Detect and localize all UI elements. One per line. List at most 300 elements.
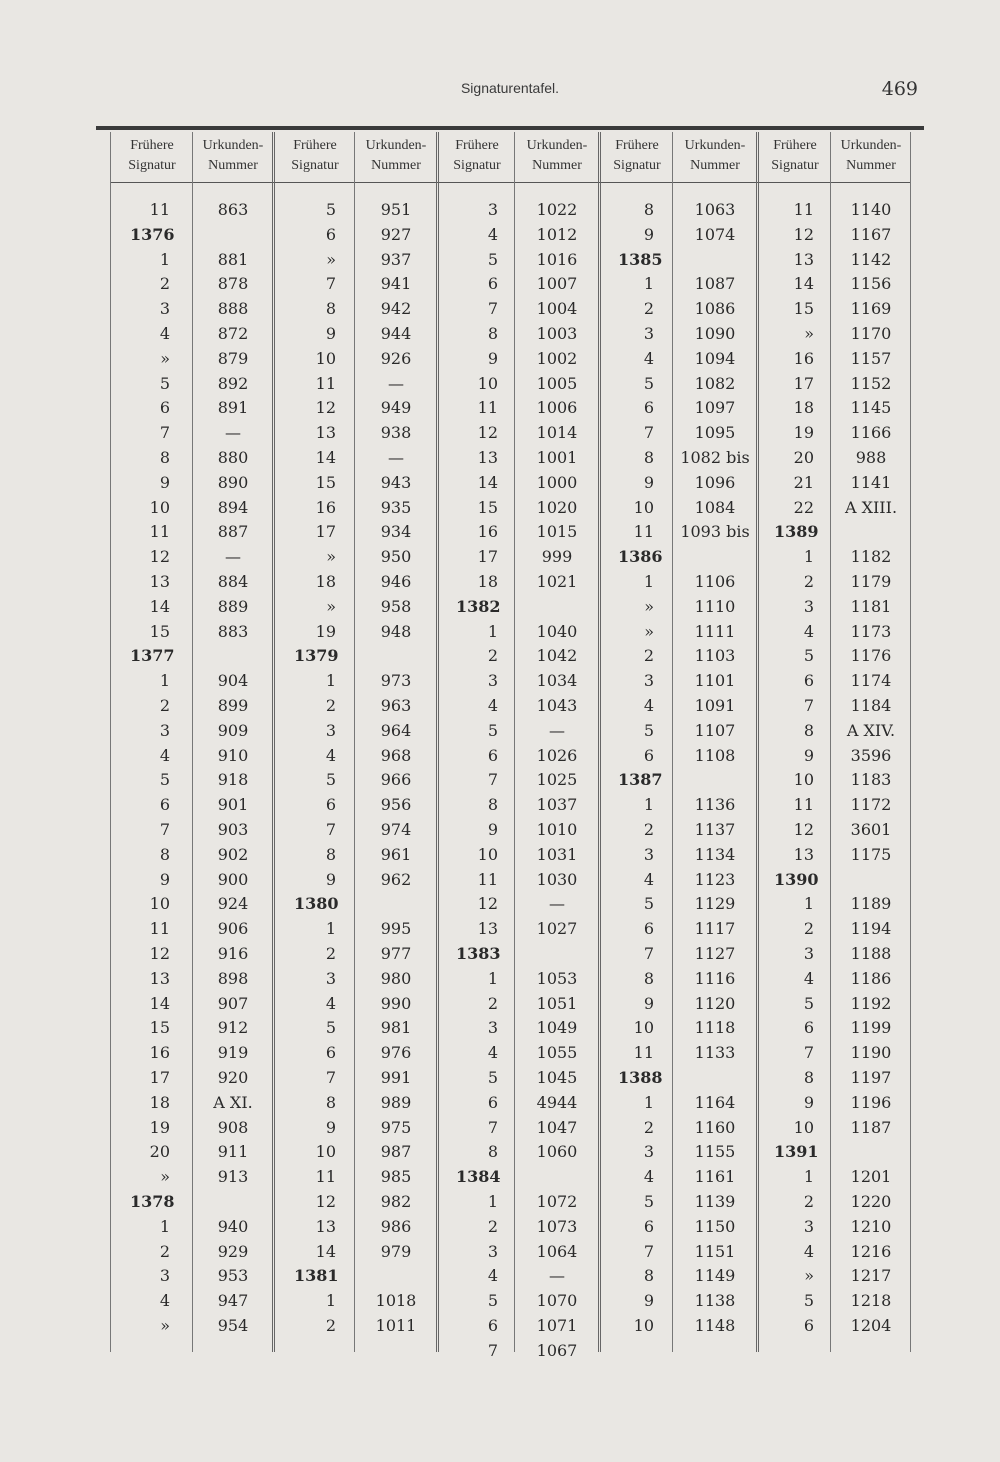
former-signature: 1 xyxy=(325,671,336,691)
document-number: — xyxy=(225,547,241,567)
former-signature: 8 xyxy=(643,1266,654,1286)
former-signature: 6 xyxy=(803,671,814,691)
document-number: 1003 xyxy=(536,324,578,343)
document-number: 872 xyxy=(217,324,249,343)
former-signature: 4 xyxy=(487,1266,498,1286)
former-signature: 6 xyxy=(487,274,498,294)
column-rule xyxy=(272,132,275,1352)
document-number: 894 xyxy=(217,497,249,517)
document-number: 1014 xyxy=(536,423,578,443)
document-number: 1027 xyxy=(536,919,578,939)
document-number: 924 xyxy=(217,894,249,914)
document-number: 927 xyxy=(380,224,412,244)
former-signature: 9 xyxy=(643,224,654,244)
former-signature: 9 xyxy=(325,324,336,343)
former-signature: 11 xyxy=(477,869,498,889)
document-number: 1134 xyxy=(694,844,736,864)
document-number: 1093 bis xyxy=(680,522,750,542)
former-signature: 10 xyxy=(149,894,170,914)
former-signature: 10 xyxy=(633,1018,654,1038)
former-signature: 5 xyxy=(325,200,336,219)
former-signature: 16 xyxy=(149,1043,170,1063)
former-signature: 5 xyxy=(803,993,814,1013)
former-signature: 8 xyxy=(159,844,170,864)
former-signature: 7 xyxy=(159,820,170,839)
former-signature: 15 xyxy=(793,299,814,319)
column-rule xyxy=(598,132,601,1352)
document-number: 1145 xyxy=(850,398,892,418)
former-signature: 7 xyxy=(487,299,498,319)
former-signature: 16 xyxy=(477,522,498,542)
document-number: 1199 xyxy=(850,1018,892,1038)
former-signature: 8 xyxy=(325,299,336,319)
former-signature: 6 xyxy=(325,795,336,815)
former-signature: 9 xyxy=(159,869,170,889)
document-number: 961 xyxy=(380,844,412,864)
former-signature: 5 xyxy=(487,1291,498,1311)
document-number: 904 xyxy=(217,671,249,691)
former-signature: 2 xyxy=(487,646,498,666)
document-number: 1176 xyxy=(850,646,892,666)
document-number: 937 xyxy=(380,249,412,269)
former-signature: 8 xyxy=(803,720,814,740)
document-number: 1000 xyxy=(536,472,578,492)
former-signature: » xyxy=(160,1167,170,1187)
header-rule xyxy=(110,182,910,183)
former-signature: 19 xyxy=(793,423,814,443)
document-number: 1006 xyxy=(536,398,578,418)
document-number: 1220 xyxy=(850,1192,892,1211)
document-number: 920 xyxy=(217,1068,249,1087)
document-number: 889 xyxy=(217,596,249,616)
document-number: 940 xyxy=(217,1216,249,1236)
document-number: 1184 xyxy=(850,696,892,715)
year-heading: 1386 xyxy=(618,547,663,567)
document-number: 1117 xyxy=(694,919,736,939)
document-number: 903 xyxy=(217,820,249,839)
former-signature: 4 xyxy=(325,745,336,765)
document-number: 948 xyxy=(380,621,412,641)
former-signature: 3 xyxy=(487,200,498,219)
former-signature: 2 xyxy=(159,696,170,715)
former-signature: 13 xyxy=(315,423,336,443)
former-signature: 7 xyxy=(643,1241,654,1261)
document-number: 1086 xyxy=(694,299,736,319)
former-signature: 20 xyxy=(149,1142,170,1162)
former-signature: 4 xyxy=(643,1167,654,1187)
column-rule xyxy=(672,132,673,1352)
former-signature: 3 xyxy=(643,844,654,864)
former-signature: 1 xyxy=(643,1092,654,1112)
document-number: 1097 xyxy=(694,398,736,418)
column-header: Frühere Signatur xyxy=(453,138,501,173)
former-signature: 9 xyxy=(487,820,498,839)
former-signature: 2 xyxy=(325,1316,336,1335)
document-number: 1137 xyxy=(694,820,736,839)
document-number: 880 xyxy=(217,448,249,467)
document-number: 1142 xyxy=(850,249,892,269)
former-signature: 8 xyxy=(803,1068,814,1087)
document-number: 1025 xyxy=(536,770,578,790)
document-number: A XIII. xyxy=(844,497,898,517)
former-signature: 1 xyxy=(803,1167,814,1187)
column-rule xyxy=(192,132,193,1352)
document-number: 944 xyxy=(380,324,412,343)
document-number: 1156 xyxy=(850,274,892,294)
former-signature: 3 xyxy=(159,720,170,740)
document-number: 929 xyxy=(217,1241,249,1261)
column-header: Urkunden- Nummer xyxy=(684,138,746,173)
table-top-rule xyxy=(96,126,924,130)
document-number: 1040 xyxy=(536,621,578,641)
document-number: 1123 xyxy=(694,869,736,889)
document-number: 1139 xyxy=(694,1192,736,1211)
former-signature: 12 xyxy=(477,894,498,914)
document-number: 991 xyxy=(380,1068,412,1087)
former-signature: 22 xyxy=(793,497,814,517)
document-number: 879 xyxy=(217,348,249,368)
document-number: 909 xyxy=(217,720,249,740)
former-signature: 5 xyxy=(325,1018,336,1038)
former-signature: 1 xyxy=(643,572,654,591)
document-number: 950 xyxy=(380,547,412,567)
document-number: 901 xyxy=(217,795,249,815)
year-heading: 1379 xyxy=(294,646,339,666)
document-number: 890 xyxy=(217,472,249,492)
column-header: Frühere Signatur xyxy=(291,138,339,173)
document-number: 1001 xyxy=(536,448,578,467)
document-number: 906 xyxy=(217,919,249,939)
former-signature: 6 xyxy=(325,1043,336,1063)
former-signature: 12 xyxy=(149,547,170,567)
document-number: 1018 xyxy=(375,1291,417,1311)
former-signature: » xyxy=(804,1266,814,1286)
document-number: 954 xyxy=(217,1316,249,1335)
document-number: 1053 xyxy=(536,968,578,988)
former-signature: 10 xyxy=(633,497,654,517)
former-signature: 3 xyxy=(487,1241,498,1261)
document-number: 891 xyxy=(217,398,249,418)
document-number: 1188 xyxy=(850,944,892,963)
former-signature: 7 xyxy=(803,696,814,715)
former-signature: 10 xyxy=(633,1316,654,1335)
former-signature: 10 xyxy=(315,348,336,368)
document-number: 1010 xyxy=(536,820,578,839)
former-signature: 8 xyxy=(643,200,654,219)
former-signature: 6 xyxy=(325,224,336,244)
former-signature: 12 xyxy=(315,1192,336,1211)
former-signature: 18 xyxy=(315,572,336,591)
document-number: 968 xyxy=(380,745,412,765)
former-signature: 8 xyxy=(487,324,498,343)
document-number: 1071 xyxy=(536,1316,578,1335)
former-signature: 9 xyxy=(803,1092,814,1112)
former-signature: 16 xyxy=(793,348,814,368)
document-number: 1127 xyxy=(694,944,736,963)
former-signature: 3 xyxy=(803,1216,814,1236)
former-signature: 9 xyxy=(325,1117,336,1137)
document-number: 1007 xyxy=(536,274,578,294)
former-signature: 7 xyxy=(325,1068,336,1087)
document-number: 1026 xyxy=(536,745,578,765)
former-signature: 4 xyxy=(487,696,498,715)
former-signature: 11 xyxy=(477,398,498,418)
document-number: 1189 xyxy=(850,894,892,914)
document-number: 982 xyxy=(380,1192,412,1211)
former-signature: 10 xyxy=(793,770,814,790)
document-number: 863 xyxy=(217,200,249,219)
document-number: 966 xyxy=(380,770,412,790)
column-rule xyxy=(436,132,439,1352)
column-rule xyxy=(110,132,111,1352)
document-number: 1160 xyxy=(694,1117,736,1137)
former-signature: 5 xyxy=(487,1068,498,1087)
column-header: Urkunden- Nummer xyxy=(526,138,588,173)
document-number: 1183 xyxy=(850,770,892,790)
former-signature: 4 xyxy=(159,1291,170,1311)
document-number: 1082 xyxy=(694,373,736,393)
former-signature: 20 xyxy=(793,448,814,467)
year-heading: 1384 xyxy=(456,1167,501,1187)
document-number: 986 xyxy=(380,1216,412,1236)
former-signature: 7 xyxy=(159,423,170,443)
document-number: 1011 xyxy=(375,1316,417,1335)
former-signature: 1 xyxy=(159,1216,170,1236)
former-signature: 9 xyxy=(159,472,170,492)
former-signature: 9 xyxy=(643,472,654,492)
former-signature: 1 xyxy=(803,894,814,914)
former-signature: 4 xyxy=(803,968,814,988)
document-number: 985 xyxy=(380,1167,412,1187)
former-signature: 2 xyxy=(803,1192,814,1211)
former-signature: 1 xyxy=(325,919,336,939)
document-number: 1210 xyxy=(850,1216,892,1236)
document-number: 975 xyxy=(380,1117,412,1137)
former-signature: 14 xyxy=(149,596,170,616)
former-signature: 1 xyxy=(643,274,654,294)
former-signature: 18 xyxy=(477,572,498,591)
former-signature: 1 xyxy=(159,249,170,269)
document-number: 913 xyxy=(217,1167,249,1187)
document-number: 1155 xyxy=(694,1142,736,1162)
document-number: 910 xyxy=(217,745,249,765)
former-signature: 1 xyxy=(803,547,814,567)
former-signature: 9 xyxy=(643,993,654,1013)
document-number: 1090 xyxy=(694,324,736,343)
document-number: 1095 xyxy=(694,423,736,443)
document-number: 1063 xyxy=(694,200,736,219)
document-number: 1031 xyxy=(536,844,578,864)
document-number: 1106 xyxy=(694,572,736,591)
column-header: Urkunden- Nummer xyxy=(840,138,902,173)
document-number: 938 xyxy=(380,423,412,443)
former-signature: 5 xyxy=(159,770,170,790)
document-number: 908 xyxy=(217,1117,249,1137)
former-signature: 4 xyxy=(325,993,336,1013)
document-number: 1217 xyxy=(850,1266,892,1286)
former-signature: 13 xyxy=(149,968,170,988)
former-signature: 3 xyxy=(325,968,336,988)
former-signature: 5 xyxy=(643,373,654,393)
former-signature: 7 xyxy=(487,770,498,790)
document-number: 1169 xyxy=(850,299,892,319)
document-number: 902 xyxy=(217,844,249,864)
document-number: 1051 xyxy=(536,993,578,1013)
document-number: 1157 xyxy=(850,348,892,368)
former-signature: 13 xyxy=(477,448,498,467)
year-heading: 1391 xyxy=(774,1142,819,1162)
former-signature: 2 xyxy=(803,572,814,591)
former-signature: 17 xyxy=(149,1068,170,1087)
year-heading: 1390 xyxy=(774,869,819,889)
former-signature: 12 xyxy=(149,944,170,963)
document-number: 946 xyxy=(380,572,412,591)
document-number: A XIV. xyxy=(846,720,896,740)
former-signature: 6 xyxy=(643,398,654,418)
document-number: 1030 xyxy=(536,869,578,889)
document-number: 943 xyxy=(380,472,412,492)
document-number: 1060 xyxy=(536,1142,578,1162)
document-number: 1140 xyxy=(850,200,892,219)
document-number: 1049 xyxy=(536,1018,578,1038)
former-signature: 9 xyxy=(487,348,498,368)
document-number: 918 xyxy=(217,770,249,790)
document-number: 981 xyxy=(380,1018,412,1038)
former-signature: 11 xyxy=(633,1043,654,1063)
former-signature: 3 xyxy=(487,1018,498,1038)
year-heading: 1388 xyxy=(618,1068,663,1087)
former-signature: 11 xyxy=(793,795,814,815)
document-number: 976 xyxy=(380,1043,412,1063)
document-number: 1084 xyxy=(694,497,736,517)
document-number: 979 xyxy=(380,1241,412,1261)
former-signature: 14 xyxy=(793,274,814,294)
document-number: 1166 xyxy=(850,423,892,443)
former-signature: 2 xyxy=(643,646,654,666)
former-signature: 19 xyxy=(315,621,336,641)
former-signature: » xyxy=(326,547,336,567)
former-signature: 2 xyxy=(643,1117,654,1137)
document-number: 980 xyxy=(380,968,412,988)
document-number: 956 xyxy=(380,795,412,815)
document-number: 1170 xyxy=(850,324,892,343)
former-signature: 7 xyxy=(325,274,336,294)
column-header: Urkunden- Nummer xyxy=(365,138,427,173)
former-signature: 10 xyxy=(793,1117,814,1137)
document-number: 1034 xyxy=(536,671,578,691)
former-signature: 2 xyxy=(487,1216,498,1236)
former-signature: 15 xyxy=(149,621,170,641)
document-number: 1015 xyxy=(536,522,578,542)
former-signature: 2 xyxy=(325,696,336,715)
page-header xyxy=(96,78,924,108)
document-number: 1021 xyxy=(536,572,578,591)
document-number: 898 xyxy=(217,968,249,988)
document-number: 1201 xyxy=(850,1167,892,1187)
former-signature: 12 xyxy=(477,423,498,443)
former-signature: 9 xyxy=(643,1291,654,1311)
former-signature: 13 xyxy=(315,1216,336,1236)
document-number: 881 xyxy=(217,249,249,269)
former-signature: 14 xyxy=(315,448,336,467)
document-number: 1129 xyxy=(694,894,736,914)
former-signature: 8 xyxy=(643,448,654,467)
document-number: 1151 xyxy=(694,1241,736,1261)
document-number: 1042 xyxy=(536,646,578,666)
document-number: 1037 xyxy=(536,795,578,815)
former-signature: 4 xyxy=(803,1241,814,1261)
column-rule xyxy=(354,132,355,1352)
former-signature: 5 xyxy=(159,373,170,393)
former-signature: 14 xyxy=(315,1241,336,1261)
former-signature: » xyxy=(804,324,814,343)
document-number: 941 xyxy=(380,274,412,294)
running-title: Signaturentafel. xyxy=(460,80,560,96)
document-number: 1187 xyxy=(850,1117,892,1137)
document-number: 1194 xyxy=(850,919,892,939)
former-signature: 2 xyxy=(159,274,170,294)
document-number: 1190 xyxy=(850,1043,892,1063)
former-signature: 4 xyxy=(803,621,814,641)
document-number: 1182 xyxy=(850,547,892,567)
former-signature: 5 xyxy=(643,894,654,914)
former-signature: 8 xyxy=(487,795,498,815)
former-signature: 12 xyxy=(793,224,814,244)
document-number: 1218 xyxy=(850,1291,892,1311)
document-number: 1118 xyxy=(694,1018,736,1038)
document-number: 964 xyxy=(380,720,412,740)
former-signature: 3 xyxy=(803,944,814,963)
former-signature: 18 xyxy=(793,398,814,418)
document-number: 1047 xyxy=(536,1117,578,1137)
document-number: 1072 xyxy=(536,1192,578,1211)
document-number: 1073 xyxy=(536,1216,578,1236)
document-number: 1138 xyxy=(694,1291,736,1311)
former-signature: 11 xyxy=(633,522,654,542)
former-signature: » xyxy=(160,1316,170,1335)
former-signature: 2 xyxy=(487,993,498,1013)
document-number: 942 xyxy=(380,299,412,319)
document-number: 990 xyxy=(380,993,412,1013)
former-signature: 17 xyxy=(477,547,498,567)
former-signature: 11 xyxy=(315,1167,336,1187)
document-number: 888 xyxy=(217,299,249,319)
former-signature: 11 xyxy=(149,522,170,542)
former-signature: » xyxy=(326,596,336,616)
document-number: 1096 xyxy=(694,472,736,492)
document-number: 1091 xyxy=(694,696,736,715)
document-number: 953 xyxy=(217,1266,249,1286)
document-number: 1082 bis xyxy=(680,448,750,467)
former-signature: » xyxy=(644,621,654,641)
document-number: 1133 xyxy=(694,1043,736,1063)
former-signature: 17 xyxy=(315,522,336,542)
document-number: 878 xyxy=(217,274,249,294)
column-header: Frühere Signatur xyxy=(771,138,819,173)
document-number: 1152 xyxy=(850,373,892,393)
document-number: 1192 xyxy=(850,993,892,1013)
document-number: 899 xyxy=(217,696,249,715)
document-number: 1204 xyxy=(850,1316,892,1335)
document-number: 919 xyxy=(217,1043,249,1063)
column-rule xyxy=(910,132,911,1352)
former-signature: 11 xyxy=(793,200,814,219)
document-number: 1064 xyxy=(536,1241,578,1261)
document-number: 999 xyxy=(541,547,573,567)
document-number: 4944 xyxy=(536,1092,578,1112)
former-signature: 17 xyxy=(793,373,814,393)
document-number: 1161 xyxy=(694,1167,736,1187)
